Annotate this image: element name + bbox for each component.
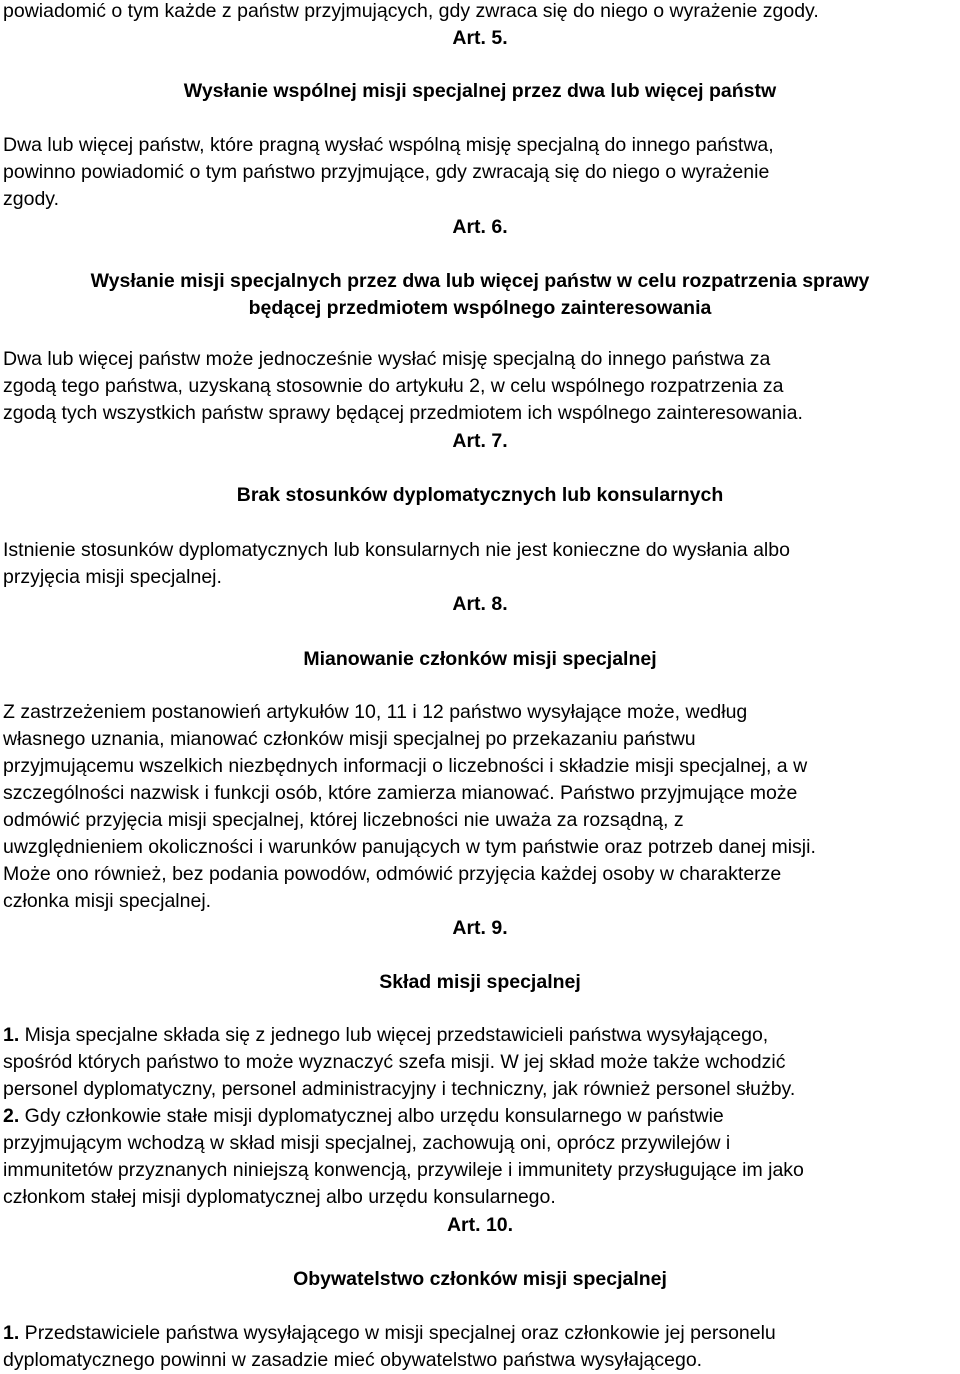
paragraph-line: powinno powiadomić o tym państwo przyjmujące, gdy zwracają się do niego o wyrażenie bbox=[3, 161, 770, 183]
paragraph-line: Dwa lub więcej państw może jednocześnie wysłać misję specjalną do innego państwa za bbox=[3, 348, 771, 370]
numbered-paragraph-line bbox=[3, 1103, 724, 1130]
paragraph-line: personel dyplomatyczny, personel administracyjny i techniczny, jak również personel służby. bbox=[3, 1078, 796, 1100]
paragraph-line: zgody. bbox=[3, 188, 60, 210]
paragraph-line: zgodą tego państwa, uzyskaną stosownie do artykułu 2, w celu wspólnego rozpatrzenia za bbox=[3, 375, 784, 397]
article-title: będącej przedmiotem wspólnego zainteresowania bbox=[248, 297, 712, 319]
paragraph-line: odmówić przyjęcia misji specjalnej, której liczebności nie uważa za rozsądną, z bbox=[3, 809, 684, 831]
paragraph-line: Może ono również, bez podania powodów, odmówić przyjęcia każdej osoby w charakterze bbox=[3, 863, 782, 885]
article-number: Art. 6. bbox=[452, 216, 508, 238]
article-number: Art. 10. bbox=[446, 1214, 514, 1236]
article-title: Obywatelstwo członków misji specjalnej bbox=[293, 1268, 667, 1290]
paragraph-line: przyjmującym wchodzą w skład misji specjalnej, zachowują oni, oprócz przywilejów i bbox=[3, 1132, 731, 1154]
article-title: Wysłanie wspólnej misji specjalnej przez dwa lub więcej państw bbox=[183, 80, 777, 102]
article-number: Art. 7. bbox=[452, 430, 508, 452]
paragraph-line: członka misji specjalnej. bbox=[3, 890, 212, 912]
article-title: Brak stosunków dyplomatycznych lub konsularnych bbox=[236, 484, 724, 506]
paragraph-line: członkom stałej misji dyplomatycznej albo urzędu konsularnego. bbox=[3, 1186, 556, 1208]
paragraph-number: 1. bbox=[3, 1024, 20, 1046]
paragraph-line: szczególności nazwisk i funkcji osób, które zamierza mianować. Państwo przyjmujące może bbox=[3, 782, 798, 804]
paragraph-line: uwzględnieniem okoliczności i warunków panujących w tym państwie oraz potrzeb danej misji. bbox=[3, 836, 816, 858]
paragraph-number: 1. bbox=[3, 1322, 20, 1344]
paragraph-line: przyjmującemu wszelkich niezbędnych informacji o liczebności i składzie misji specjalnej, a w bbox=[3, 755, 808, 777]
paragraph-line: powiadomić o tym każde z państw przyjmujących, gdy zwraca się do niego o wyrażenie zgody. bbox=[3, 0, 819, 22]
paragraph-line: zgodą tych wszystkich państw sprawy będącej przedmiotem ich wspólnego zainteresowania. bbox=[3, 402, 803, 424]
paragraph-line: własnego uznania, mianować członków misji specjalnej po przekazaniu państwu bbox=[3, 728, 696, 750]
article-number: Art. 5. bbox=[452, 27, 508, 49]
article-number: Art. 9. bbox=[452, 917, 508, 939]
paragraph-line: immunitetów przyznanych niniejszą konwencją, przywileje i immunitety przysługujące im jako bbox=[3, 1159, 804, 1181]
article-title: Skład misji specjalnej bbox=[379, 971, 581, 993]
paragraph-line: spośród których państwo to może wyznaczyć szefa misji. W jej skład może także wchodzić bbox=[3, 1051, 786, 1073]
paragraph-line: Dwa lub więcej państw, które pragną wysłać wspólną misję specjalną do innego państwa, bbox=[3, 134, 774, 156]
article-title: Mianowanie członków misji specjalnej bbox=[303, 648, 657, 670]
numbered-paragraph-line bbox=[3, 1320, 776, 1347]
paragraph-number: 2. bbox=[3, 1105, 20, 1127]
article-title: Wysłanie misji specjalnych przez dwa lub więcej państw w celu rozpatrzenia sprawy bbox=[90, 270, 870, 292]
paragraph-line: Z zastrzeżeniem postanowień artykułów 10, 11 i 12 państwo wysyłające może, według bbox=[3, 701, 748, 723]
paragraph-line: przyjęcia misji specjalnej. bbox=[3, 566, 222, 588]
paragraph-text: Gdy członkowie stałe misji dyplomatycznej albo urzędu konsularnego w państwie bbox=[19, 1105, 724, 1127]
paragraph-line: dyplomatycznego powinni w zasadzie mieć obywatelstwo państwa wysyłającego. bbox=[3, 1349, 703, 1371]
numbered-paragraph-line bbox=[3, 1022, 768, 1049]
article-number: Art. 8. bbox=[452, 593, 508, 615]
paragraph-text: Przedstawiciele państwa wysyłającego w misji specjalnej oraz członkowie jej personelu bbox=[19, 1322, 776, 1344]
paragraph-line: Istnienie stosunków dyplomatycznych lub konsularnych nie jest konieczne do wysłania albo bbox=[3, 539, 790, 561]
paragraph-text: Misja specjalne składa się z jednego lub więcej przedstawicieli państwa wysyłającego, bbox=[19, 1024, 769, 1046]
